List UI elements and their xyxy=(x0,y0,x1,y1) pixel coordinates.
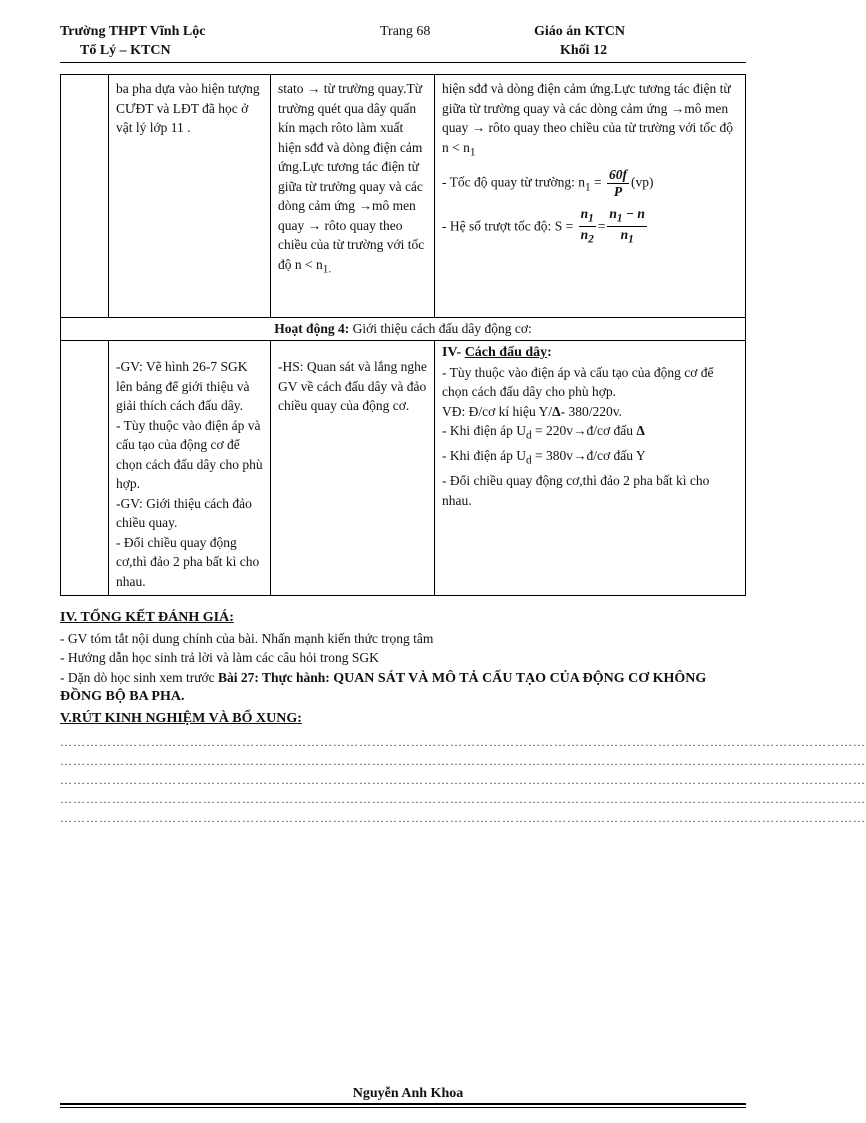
case-sub: d xyxy=(525,454,532,467)
example-text: VĐ: Đ/cơ kí hiệu Y/ xyxy=(442,403,553,419)
content-cell xyxy=(435,341,746,596)
homework-title: QUAN SÁT VÀ MÔ TẢ CẤU TẠO CỦA ĐỘNG CƠ KHÔNG ĐỒNG BỘ BA PHA. xyxy=(60,671,707,704)
note-line: …………………………………………………………………………………………………………………………………………………………………… xyxy=(60,811,866,825)
case-380 xyxy=(442,446,739,471)
activity-title: Giới thiệu cách đấu dây động cơ: xyxy=(352,321,532,336)
slip-f2-den-sub: 1 xyxy=(628,234,634,247)
speed-label: - Tốc độ quay từ trường: xyxy=(442,174,575,190)
student-subscript: 1. xyxy=(322,263,332,276)
activity-row xyxy=(61,318,746,341)
homework-lesson: Bài 27: Thực hành: xyxy=(218,670,330,685)
empty-cell xyxy=(61,75,109,318)
department-name: Tổ Lý – KTCN xyxy=(80,43,171,58)
teacher-item: - Đổi chiều quay động cơ,thì đảo 2 pha bất kì cho nhau. xyxy=(116,534,260,589)
content-paragraph: - Đổi chiều quay động cơ,thì đảo 2 pha bất kì cho nhau. xyxy=(442,473,710,508)
activity-4-heading xyxy=(61,318,746,341)
speed-numerator: 60f xyxy=(609,166,628,182)
teacher-text: ba pha dựa vào hiện tượng CƯĐT và LĐT đã học ở vật lý lớp 11 . xyxy=(116,81,260,135)
arrow-right-icon: → xyxy=(358,198,372,213)
student-activity-cell xyxy=(271,341,435,596)
school-name: Trường THPT Vĩnh Lộc xyxy=(60,24,206,39)
section-title: Cách đấu dây xyxy=(464,345,548,360)
table-row xyxy=(61,341,746,596)
arrow-right-icon: → xyxy=(670,100,685,116)
slip-f2-num-sub: 1 xyxy=(616,212,623,225)
delta-symbol: Δ xyxy=(552,403,561,419)
section-number: IV- xyxy=(442,345,462,360)
note-line: …………………………………………………………………………………………………………………………………………………………………… xyxy=(60,735,866,749)
page-number: Trang 68 xyxy=(380,24,431,39)
delta-symbol: Δ xyxy=(636,423,645,438)
case-result: đ/cơ đấu xyxy=(586,423,633,438)
slip-f2-num: n xyxy=(609,205,617,221)
slip-f1-num: n xyxy=(580,205,589,221)
subject-title: Giáo án KTCN xyxy=(534,24,626,39)
student-text-c: mô men quay xyxy=(278,198,416,233)
teacher-item: -GV: Vẽ hình 26-7 SGK lên bảng để giới thiệu và giải thích cách đấu dây. xyxy=(116,359,250,413)
section-heading xyxy=(442,343,739,363)
speed-lhs-sub: 1 xyxy=(585,180,591,193)
teacher-activity-cell xyxy=(109,341,271,596)
student-activity-cell xyxy=(271,75,435,318)
empty-cell xyxy=(61,341,109,596)
author-name: Nguyễn Anh Khoa xyxy=(352,1086,464,1101)
grade-label: Khối 12 xyxy=(560,43,608,58)
header-rule xyxy=(60,62,746,63)
summary-line: - Hướng dẫn học sinh trả lời và làm các câu hỏi trong SGK xyxy=(60,650,379,665)
slip-lhs: S xyxy=(554,217,563,233)
content-text-c: rôto quay theo chiều của từ trường với tốc độ n < n xyxy=(442,120,733,155)
student-text-b: từ trường quay.Từ trường quét qua dây quấn kín mạch rôto làm xuất hiện sđđ và dòng điện cảm ứng.Lực tương tác điện từ giữa từ trường quay và các dòng cảm ứng xyxy=(278,81,423,213)
note-line: …………………………………………………………………………………………………………………………………………………………………… xyxy=(60,754,866,768)
lesson-table xyxy=(60,74,746,596)
speed-lhs: n xyxy=(578,174,586,190)
homework-text: - Dặn dò học sinh xem trước xyxy=(60,670,215,685)
content-cell xyxy=(435,75,746,318)
case-text: - Khi điện áp U xyxy=(442,423,526,438)
section-colon: : xyxy=(547,345,552,360)
speed-denominator: P xyxy=(613,183,623,199)
summary-line: - GV tóm tắt nội dung chính của bài. Nhấn mạnh kiến thức trọng tâm xyxy=(60,631,434,646)
note-line: …………………………………………………………………………………………………………………………………………………………………… xyxy=(60,792,866,806)
content-text-b: mô men quay xyxy=(442,100,729,135)
arrow-right-icon: → xyxy=(572,448,587,464)
teacher-item: - Tùy thuộc vào điện áp và cấu tạo của động cơ để chọn cách đấu dây cho phù hợp. xyxy=(116,417,263,491)
teacher-activity-cell xyxy=(109,75,271,318)
arrow-right-icon: → xyxy=(306,81,321,96)
footer-rule xyxy=(60,1107,746,1108)
case-result: đ/cơ đấu Y xyxy=(586,448,646,464)
example-line xyxy=(442,402,739,422)
slip-fraction-2 xyxy=(607,206,647,248)
case-220 xyxy=(442,421,739,446)
slip-label: - Hệ số trượt tốc độ: xyxy=(442,217,552,233)
summary-title: IV. TỔNG KẾT ĐÁNH GIÁ: xyxy=(60,610,234,625)
case-voltage: = 220v xyxy=(531,423,573,438)
student-text-d: rôto quay theo chiều của từ trường với tốc độ n < n xyxy=(278,217,425,272)
content-paragraph: - Tùy thuộc vào điện áp và cấu tạo của động cơ để chọn cách đấu dây cho phù hợp. xyxy=(442,364,714,399)
content-subscript: 1 xyxy=(469,146,476,159)
slip-formula: - Hệ số trượt tốc độ: S = $\frac{n_1}{n_2}$ = $\frac{n_1 - n}{n_1}$ xyxy=(442,205,645,247)
speed-fraction xyxy=(607,167,629,200)
case-sub: d xyxy=(525,429,532,442)
homework-line xyxy=(60,669,750,705)
table-row xyxy=(61,75,746,318)
arrow-right-icon: → xyxy=(572,423,587,438)
slip-f1-num-sub: 1 xyxy=(588,212,594,225)
example-rest: - 380/220v. xyxy=(560,403,622,419)
slip-f2-den: n xyxy=(620,227,629,243)
student-text-a: stato xyxy=(278,81,304,96)
notes-title: V.RÚT KINH NGHIỆM VÀ BỔ XUNG: xyxy=(60,711,302,726)
case-voltage: = 380v xyxy=(531,448,573,464)
case-text: - Khi điện áp U xyxy=(442,448,526,464)
activity-label: Hoạt động 4: xyxy=(274,321,350,336)
note-line: …………………………………………………………………………………………………………………………………………………………………… xyxy=(60,773,866,787)
slip-f1-den: n xyxy=(580,227,589,243)
slip-fraction-1 xyxy=(579,206,596,248)
speed-formula: - Tốc độ quay từ trường: $n_1$ = $\frac{60f}{P}$ (vp) xyxy=(442,166,654,199)
slip-f2-num-rest: − n xyxy=(622,205,645,221)
arrow-right-icon: → xyxy=(471,120,486,135)
slip-f1-den-sub: 2 xyxy=(588,234,594,247)
teacher-item: -GV: Giới thiệu cách đảo chiều quay. xyxy=(116,495,252,530)
student-text: -HS: Quan sát và lắng nghe GV về cách đấu dây và đảo chiều quay của động cơ. xyxy=(278,359,427,413)
footer-rule xyxy=(60,1103,746,1105)
arrow-right-icon: → xyxy=(307,217,322,233)
content-text-a: hiện sđđ và dòng điện cảm ứng.Lực tương tác điện từ giữa từ trường quay và các dòng cảm ứng xyxy=(442,81,731,116)
speed-unit: (vp) xyxy=(631,174,654,190)
